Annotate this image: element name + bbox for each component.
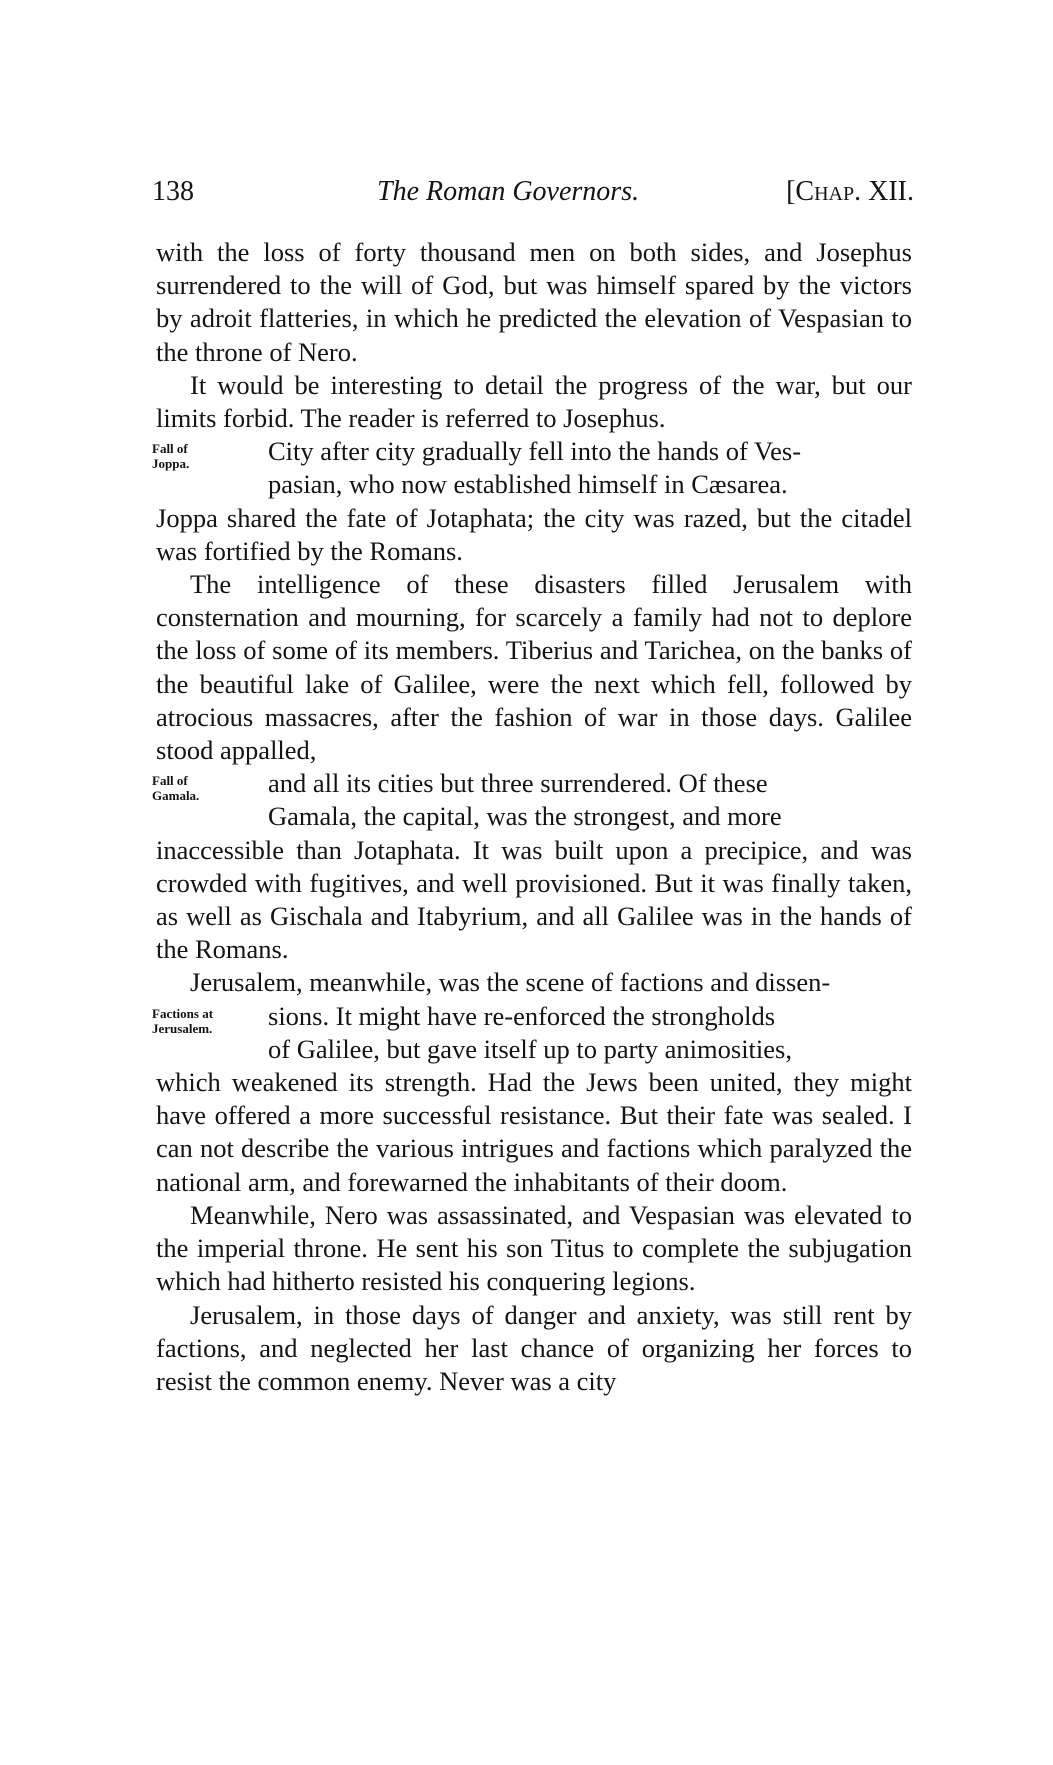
sidenote-row-gamala xyxy=(152,767,912,833)
page-number: 138 xyxy=(152,176,194,207)
sidenote-fall-of-gamala xyxy=(152,773,264,803)
paragraph: Joppa shared the fate of Jotaphata; the city was razed, but the citadel was fortified by the Romans. xyxy=(156,502,912,566)
sidenote-row-factions xyxy=(152,1000,912,1066)
text-line: pasian, who now established himself in Cæsarea. xyxy=(268,469,788,500)
text-line: and all its cities but three surrendered. Of these xyxy=(268,768,768,799)
sidenote-line: Jerusalem. xyxy=(152,1020,213,1036)
text-line: of Galilee, but gave itself up to party animosities, xyxy=(268,1033,792,1064)
sidenote-line: Fall of xyxy=(152,773,188,789)
paragraph: which weakened its strength. Had the Jews been united, they might have offered a more successful resistance. But their fate was sealed. I can not describe the various intrigues and factions which paralyzed the national arm, and forewarned the inhabitants of their doom. xyxy=(156,1067,912,1197)
paragraph: inaccessible than Jotaphata. It was built upon a precipice, and was crowded with fugitives, and well provisioned. But it was finally taken, as well as Gischala and Itabyrium, and all Galilee was in the hands of the Romans. xyxy=(156,834,912,965)
text-line: City after city gradually fell into the hands of Ves- xyxy=(268,436,802,467)
running-title: The Roman Governors. xyxy=(377,176,640,207)
sidenote-line: Fall of xyxy=(152,441,188,457)
paragraph: with the loss of forty thousand men on both sides, and Josephus surrendered to the will of God, but was himself spared by the victors by adroit flatteries, in which he predicted the elevation of Vespasian to the throne of Nero. xyxy=(156,237,912,367)
sidenote-fall-of-joppa xyxy=(152,441,264,471)
paragraph: Jerusalem, in those days of danger and anxiety, was still rent by factions, and neglected her last chance of organizing her forces to resist the common enemy. Never was a city xyxy=(156,1299,912,1396)
sidenote-line: Joppa. xyxy=(152,456,190,472)
sidenote-row-joppa xyxy=(152,435,912,501)
paragraph: Jerusalem, meanwhile, was the scene of factions and dissen- xyxy=(190,967,831,998)
sidenote-factions-at-jerusalem xyxy=(152,1006,264,1036)
text-line: Gamala, the capital, was the strongest, and more xyxy=(268,801,782,832)
running-header xyxy=(152,176,914,216)
paragraph: Meanwhile, Nero was assassinated, and Vespasian was elevated to the imperial throne. He sent his son Titus to complete the subjugation which had hitherto resisted his conquering legions. xyxy=(156,1199,912,1297)
body-text xyxy=(152,236,912,1398)
sidenote-line: Gamala. xyxy=(152,788,200,804)
paragraph: It would be interesting to detail the progress of the war, but our limits forbid. The reader is referred to Josephus. xyxy=(156,369,912,434)
text-line: sions. It might have re-enforced the strongholds xyxy=(268,1000,776,1031)
chapter-label: [Chap. XII. xyxy=(786,176,914,207)
paragraph: The intelligence of these disasters filled Jerusalem with consternation and mourning, for scarcely a family had not to deplore the loss of some of its members. Tiberius and Tarichea, on the banks of the beautiful lake of Galilee, were the next which fell, followed by atrocious massacres, after the fashion of war in those days. Galilee stood appalled, xyxy=(156,569,912,766)
sidenote-line: Factions at xyxy=(152,1005,214,1021)
